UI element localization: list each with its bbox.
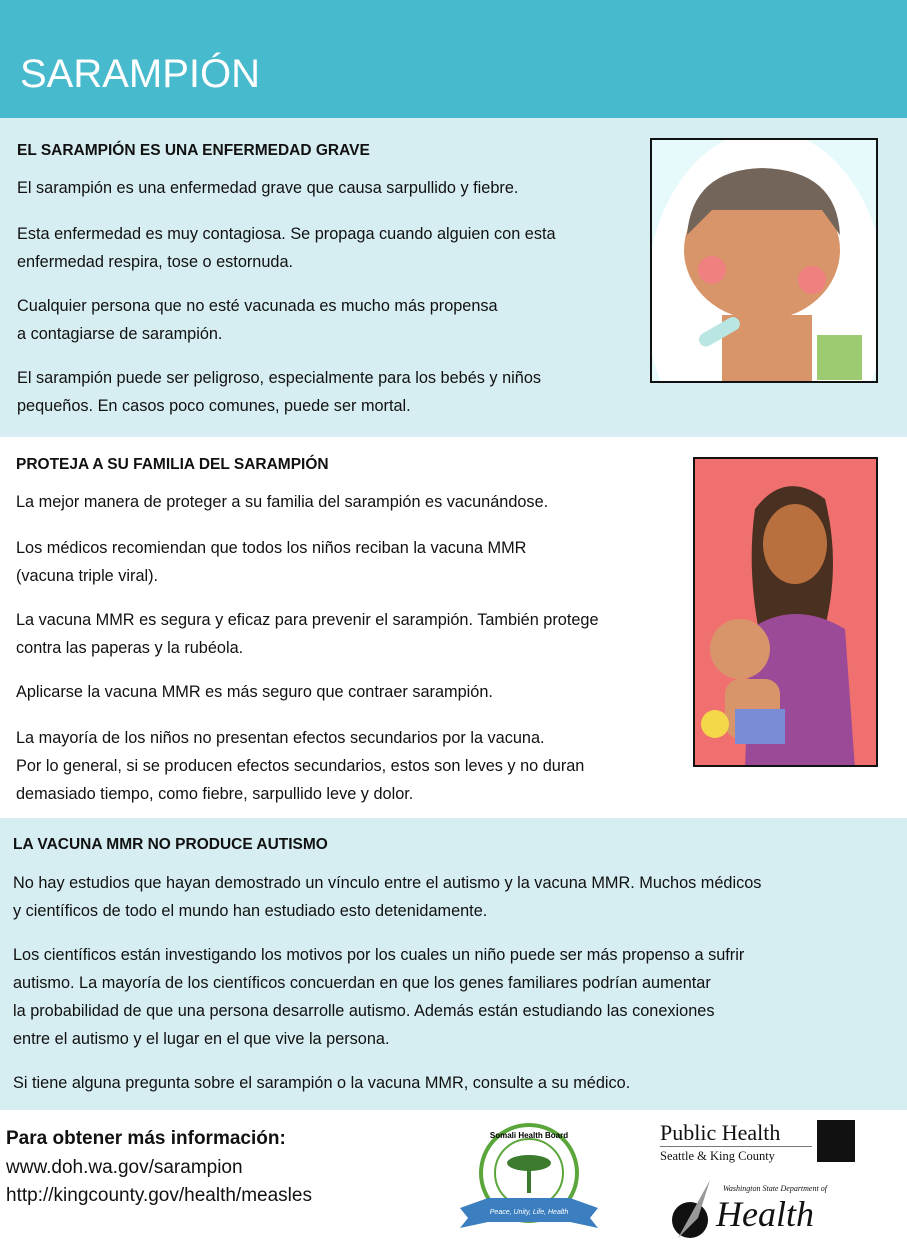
footer <box>0 1110 907 1259</box>
paragraph: Si tiene alguna pregunta sobre el sarampión o la vacuna MMR, consulte a su médico. <box>13 1074 631 1092</box>
section-heading: LA VACUNA MMR NO PRODUCE AUTISMO <box>13 836 328 853</box>
somali-name: Somali Health Board <box>489 1131 569 1140</box>
section-mmr-autism <box>0 818 907 1110</box>
wa-doh-logo: Washington State Department of Health <box>668 1178 828 1240</box>
paragraph: Los científicos están investigando los motivos por los cuales un niño puede ser más propenso a sufrir autismo. La mayoría de los científicos concuerdan en que los genes familiares podrían aumentar la probabilidad de que una persona desarrolle autismo. Además están estudiando las conexiones entre el autismo y el lugar en el que vive la persona. <box>13 946 745 1048</box>
paragraph: Cualquier persona que no esté vacunada es mucho más propensa a contagiarse de sarampión. <box>17 297 498 343</box>
sick-child-illustration <box>650 138 878 383</box>
portrait-icon <box>817 1120 855 1162</box>
kingcounty-link[interactable]: http://kingcounty.gov/health/measles <box>6 1185 312 1206</box>
section-measles-serious <box>0 118 907 437</box>
doh-mark-icon <box>668 1178 718 1240</box>
section-heading: PROTEJA A SU FAMILIA DEL SARAMPIÓN <box>16 456 329 473</box>
paragraph: La mayoría de los niños no presentan efectos secundarios por la vacuna. Por lo general, si se producen efectos secundarios, estos son leves y no duran demasiado tiempo, como fiebre, sarpullido leve y dolor. <box>16 729 585 803</box>
doh-link[interactable]: www.doh.wa.gov/sarampion <box>6 1157 243 1178</box>
page-title: SARAMPIÓN <box>20 52 261 96</box>
paragraph: El sarampión es una enfermedad grave que causa sarpullido y fiebre. <box>17 179 519 197</box>
header-banner <box>0 0 907 118</box>
paragraph: No hay estudios que hayan demostrado un vínculo entre el autismo y la vacuna MMR. Muchos médicos y científicos de todo el mundo han estudiado esto detenidamente. <box>13 874 762 920</box>
paragraph: Los médicos recomiendan que todos los niños reciban la vacuna MMR (vacuna triple viral). <box>16 539 527 585</box>
mother-baby-illustration <box>693 457 878 767</box>
section-protect-family <box>0 437 907 818</box>
public-health-seattle-king-county-logo: Public Health Seattle & King County <box>660 1120 855 1165</box>
somali-motto: Peace, Unity, Life, Health <box>489 1209 569 1216</box>
paragraph: El sarampión puede ser peligroso, especialmente para los bebés y niños pequeños. En casos poco comunes, puede ser mortal. <box>17 369 542 415</box>
paragraph: La mejor manera de proteger a su familia del sarampión es vacunándose. <box>16 493 549 511</box>
somali-health-board-logo <box>458 1118 600 1233</box>
section-heading: EL SARAMPIÓN ES UNA ENFERMEDAD GRAVE <box>17 142 370 159</box>
more-info-label: Para obtener más información: <box>6 1128 286 1149</box>
paragraph: Esta enfermedad es muy contagiosa. Se propaga cuando alguien con esta enfermedad respira, tose o estornuda. <box>17 225 556 271</box>
paragraph: Aplicarse la vacuna MMR es más seguro que contraer sarampión. <box>16 683 493 701</box>
paragraph: La vacuna MMR es segura y eficaz para prevenir el sarampión. También protege contra las paperas y la rubéola. <box>16 611 599 657</box>
